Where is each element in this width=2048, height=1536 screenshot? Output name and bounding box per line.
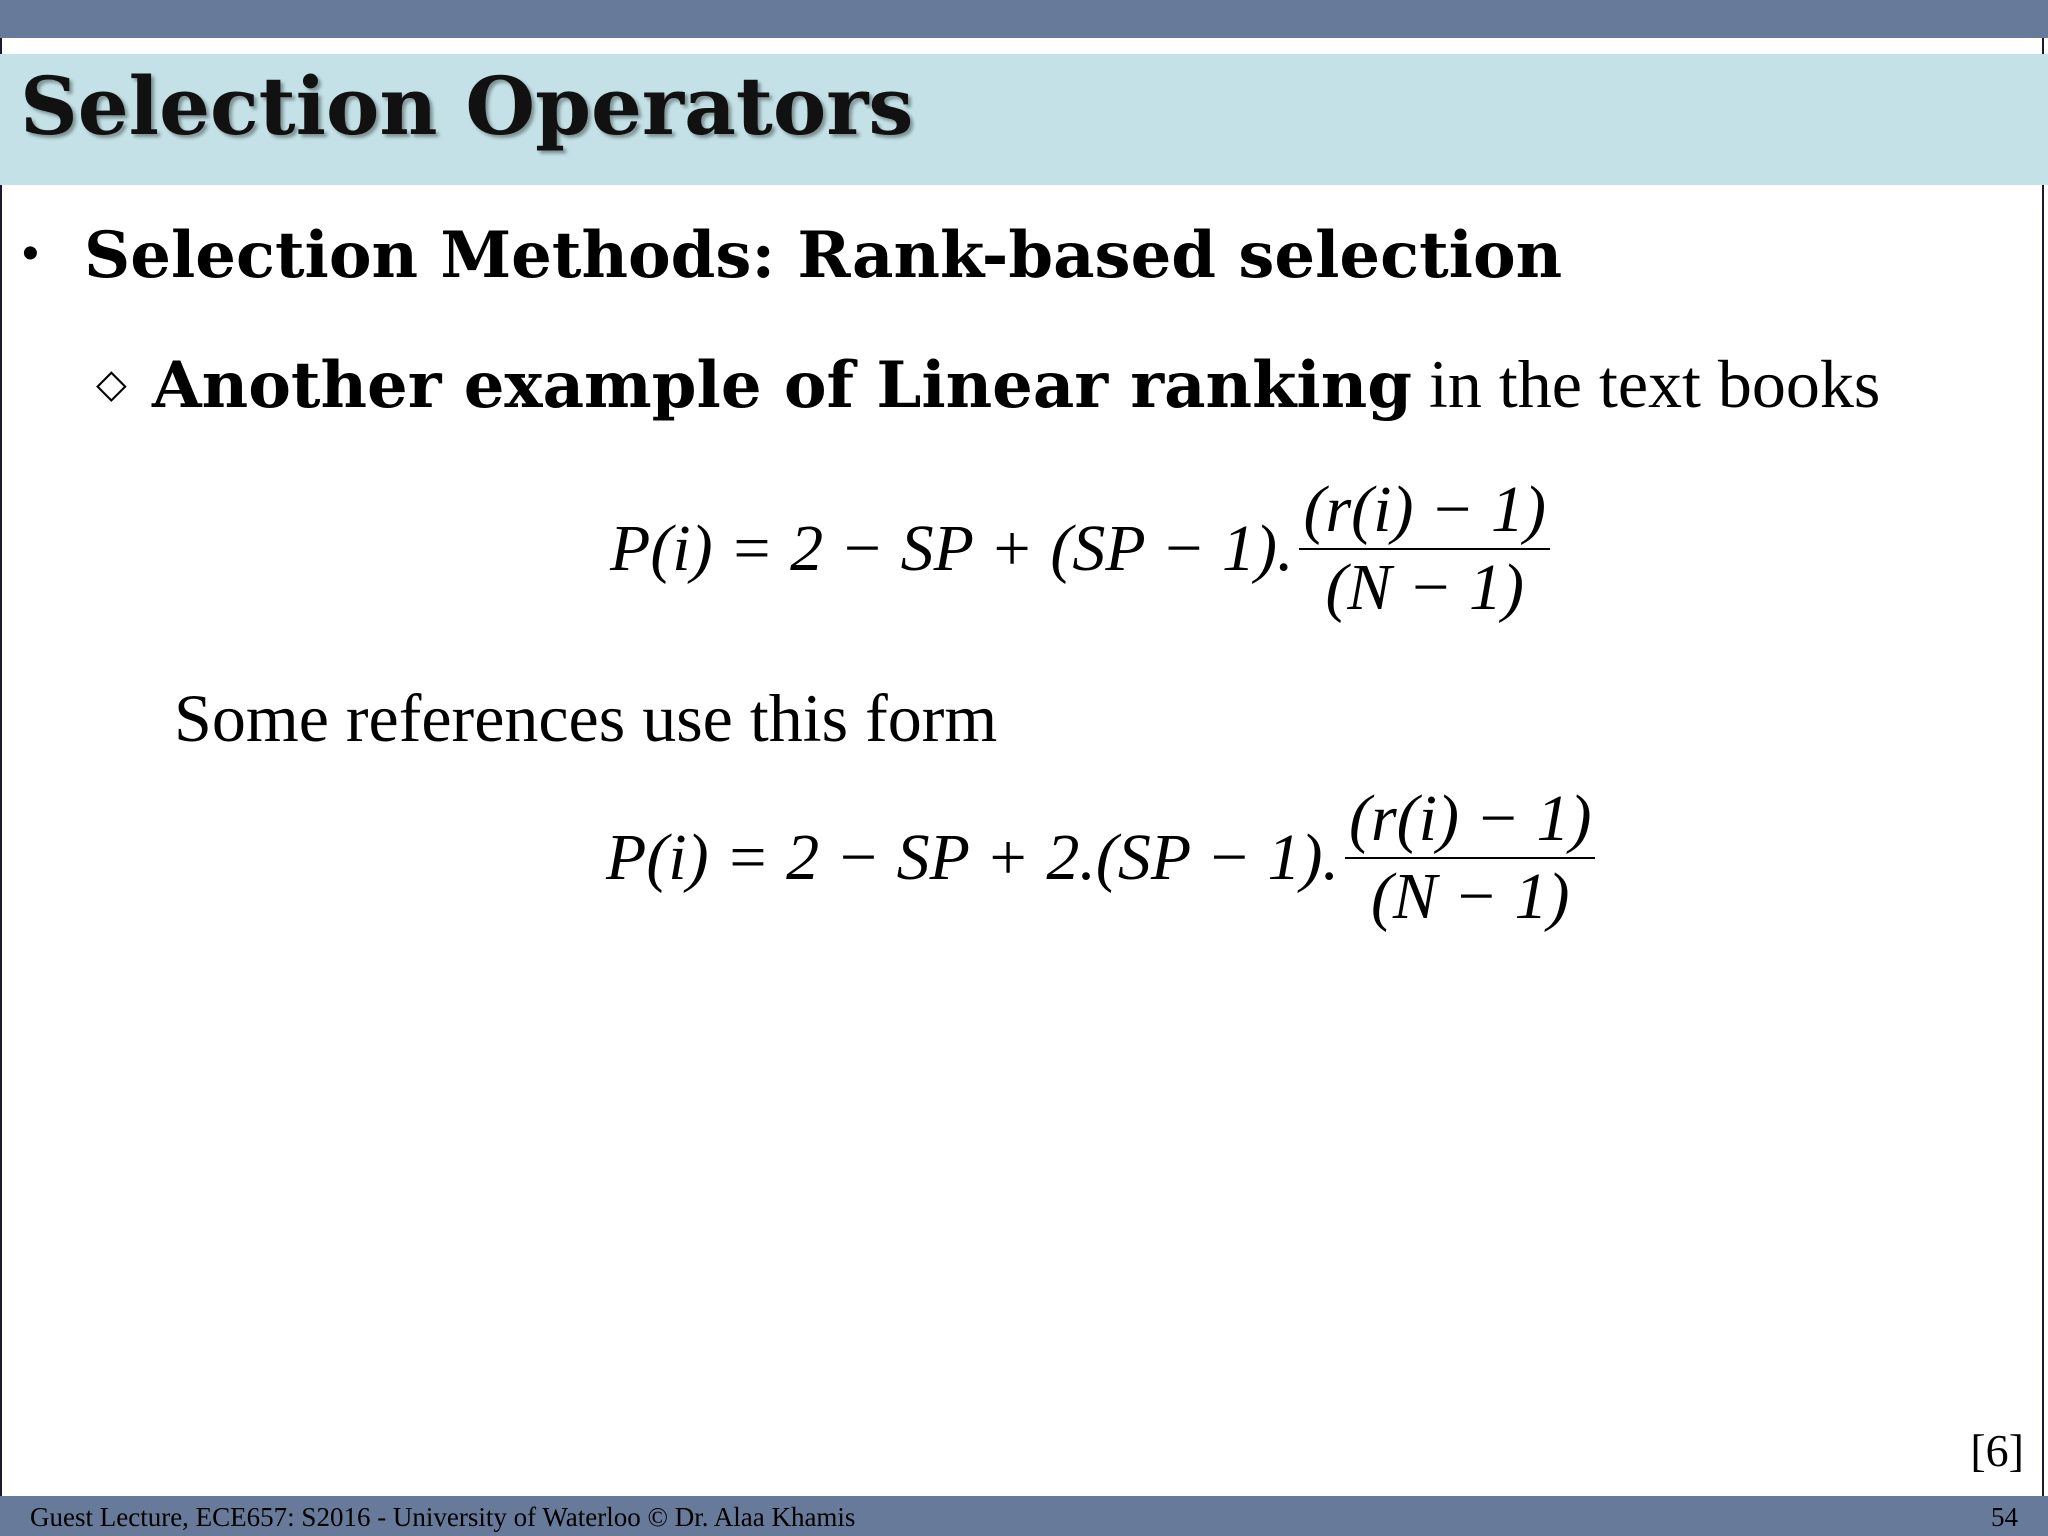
formula-2-fraction xyxy=(1345,781,1595,935)
footer-text: Guest Lecture, ECE657: S2016 - University of Waterloo © Dr. Alaa Khamis xyxy=(30,1502,856,1532)
formula-1-fraction xyxy=(1299,472,1549,626)
formula-linear-ranking xyxy=(610,472,1550,626)
top-bar xyxy=(0,0,2048,38)
formula-1-lhs: P(i) = 2 − SP + (SP − 1). xyxy=(610,511,1294,585)
formula-1-numerator: (r(i) − 1) xyxy=(1303,473,1546,546)
sub-bullet-bold-text: Another example of Linear ranking xyxy=(152,348,1412,423)
bullet-marker: • xyxy=(22,227,39,280)
formula-alternative-form xyxy=(606,781,1595,935)
sub-bullet-item xyxy=(96,346,1881,423)
page-number: 54 xyxy=(1991,1502,2018,1532)
formula-1-denominator: (N − 1) xyxy=(1325,550,1524,624)
formula-2-numerator: (r(i) − 1) xyxy=(1348,782,1592,855)
bullet-text: Selection Methods: Rank-based selection xyxy=(84,218,1563,293)
diamond-bullet-icon: ◇ xyxy=(96,361,127,407)
slide-title: Selection Operators xyxy=(20,59,914,153)
bullet-item xyxy=(22,218,1563,293)
formula-2-lhs: P(i) = 2 − SP + 2.(SP − 1). xyxy=(606,820,1339,894)
reference-citation: [6] xyxy=(1970,1425,2024,1476)
note-text: Some references use this form xyxy=(174,680,998,756)
footer-bar xyxy=(0,1496,2048,1536)
sub-bullet-normal-text: in the text books xyxy=(1412,346,1881,422)
formula-2-denominator: (N − 1) xyxy=(1370,859,1570,933)
